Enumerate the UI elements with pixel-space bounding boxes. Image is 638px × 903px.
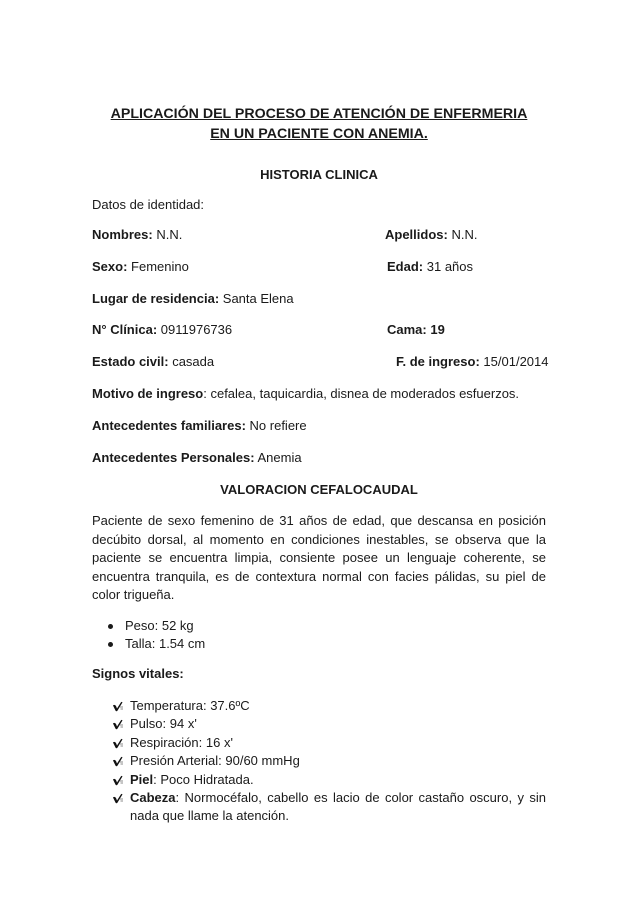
field-sexo: Sexo: Femenino xyxy=(92,259,189,274)
vital-item xyxy=(112,789,546,826)
vital-value: Respiración: 16 x' xyxy=(130,734,233,750)
bullet-mark-icon xyxy=(112,793,124,804)
vital-value: Pulso: 94 x' xyxy=(130,716,197,732)
vital-value: Presión Arterial: 90/60 mmHg xyxy=(130,753,300,769)
vital-item xyxy=(112,752,546,770)
field-motivo: Motivo de ingreso: cefalea, taquicardia, disnea de moderados esfuerzos. xyxy=(92,386,520,401)
valoracion-paragraph: Paciente de sexo femenino de 31 años de edad, que descansa en posición decúbito dorsal, al momento en condiciones inestables, se observa que la paciente se encuentra limpia, consiente posee un lenguaje coherente, se encuentra tranquila, es de contextura normal con facies pálidas, su piel de color trigueña. xyxy=(92,513,546,603)
measurements-list xyxy=(92,617,205,653)
vital-item xyxy=(112,734,546,752)
bullet-mark-icon xyxy=(112,775,124,786)
bullet-mark-icon xyxy=(112,756,124,767)
field-antecedentes-familiares: Antecedentes familiares: No refiere xyxy=(92,418,307,433)
signos-heading: Signos vitales: xyxy=(92,666,184,681)
field-clinica: N° Clínica: 0911976736 xyxy=(92,322,233,337)
title-line-2: EN UN PACIENTE CON ANEMIA. xyxy=(210,126,428,142)
list-item: Talla: 1.54 cm xyxy=(92,635,205,653)
vital-item xyxy=(112,715,546,733)
valoracion-heading: VALORACION CEFALOCAUDAL xyxy=(220,482,418,497)
vital-item xyxy=(112,697,546,715)
field-apellidos: Apellidos: N.N. xyxy=(385,227,478,242)
vital-label: Piel xyxy=(130,771,154,787)
field-antecedentes-personales: Antecedentes Personales: Anemia xyxy=(92,450,302,465)
vitals-list xyxy=(112,697,546,826)
datos-label: Datos de identidad: xyxy=(92,197,205,212)
vital-value: : Normocéfalo, cabello es lacio de color castaño oscuro, y sin nada que llame la atención. xyxy=(130,790,546,824)
vital-label: Cabeza xyxy=(130,790,176,806)
vital-value: Temperatura: 37.6ºC xyxy=(130,698,250,713)
historia-heading: HISTORIA CLINICA xyxy=(260,167,378,182)
field-edad: Edad: 31 años xyxy=(387,259,474,274)
list-item: Peso: 52 kg xyxy=(92,617,205,635)
vital-value: : Poco Hidratada. xyxy=(153,771,254,787)
title-line-1: APLICACIÓN DEL PROCESO DE ATENCIÓN DE ENFERMERIA xyxy=(110,106,528,122)
field-residencia: Lugar de residencia: Santa Elena xyxy=(92,291,294,306)
document-title xyxy=(92,104,546,144)
bullet-mark-icon xyxy=(112,738,124,749)
field-cama: Cama: 19 xyxy=(387,322,445,337)
bullet-mark-icon xyxy=(112,701,124,712)
bullet-mark-icon xyxy=(112,719,124,730)
field-nombres: Nombres: N.N. xyxy=(92,227,183,242)
field-estado-civil: Estado civil: casada xyxy=(92,354,215,369)
field-fecha-ingreso: F. de ingreso: 15/01/2014 xyxy=(396,354,549,369)
vital-item xyxy=(112,771,546,789)
